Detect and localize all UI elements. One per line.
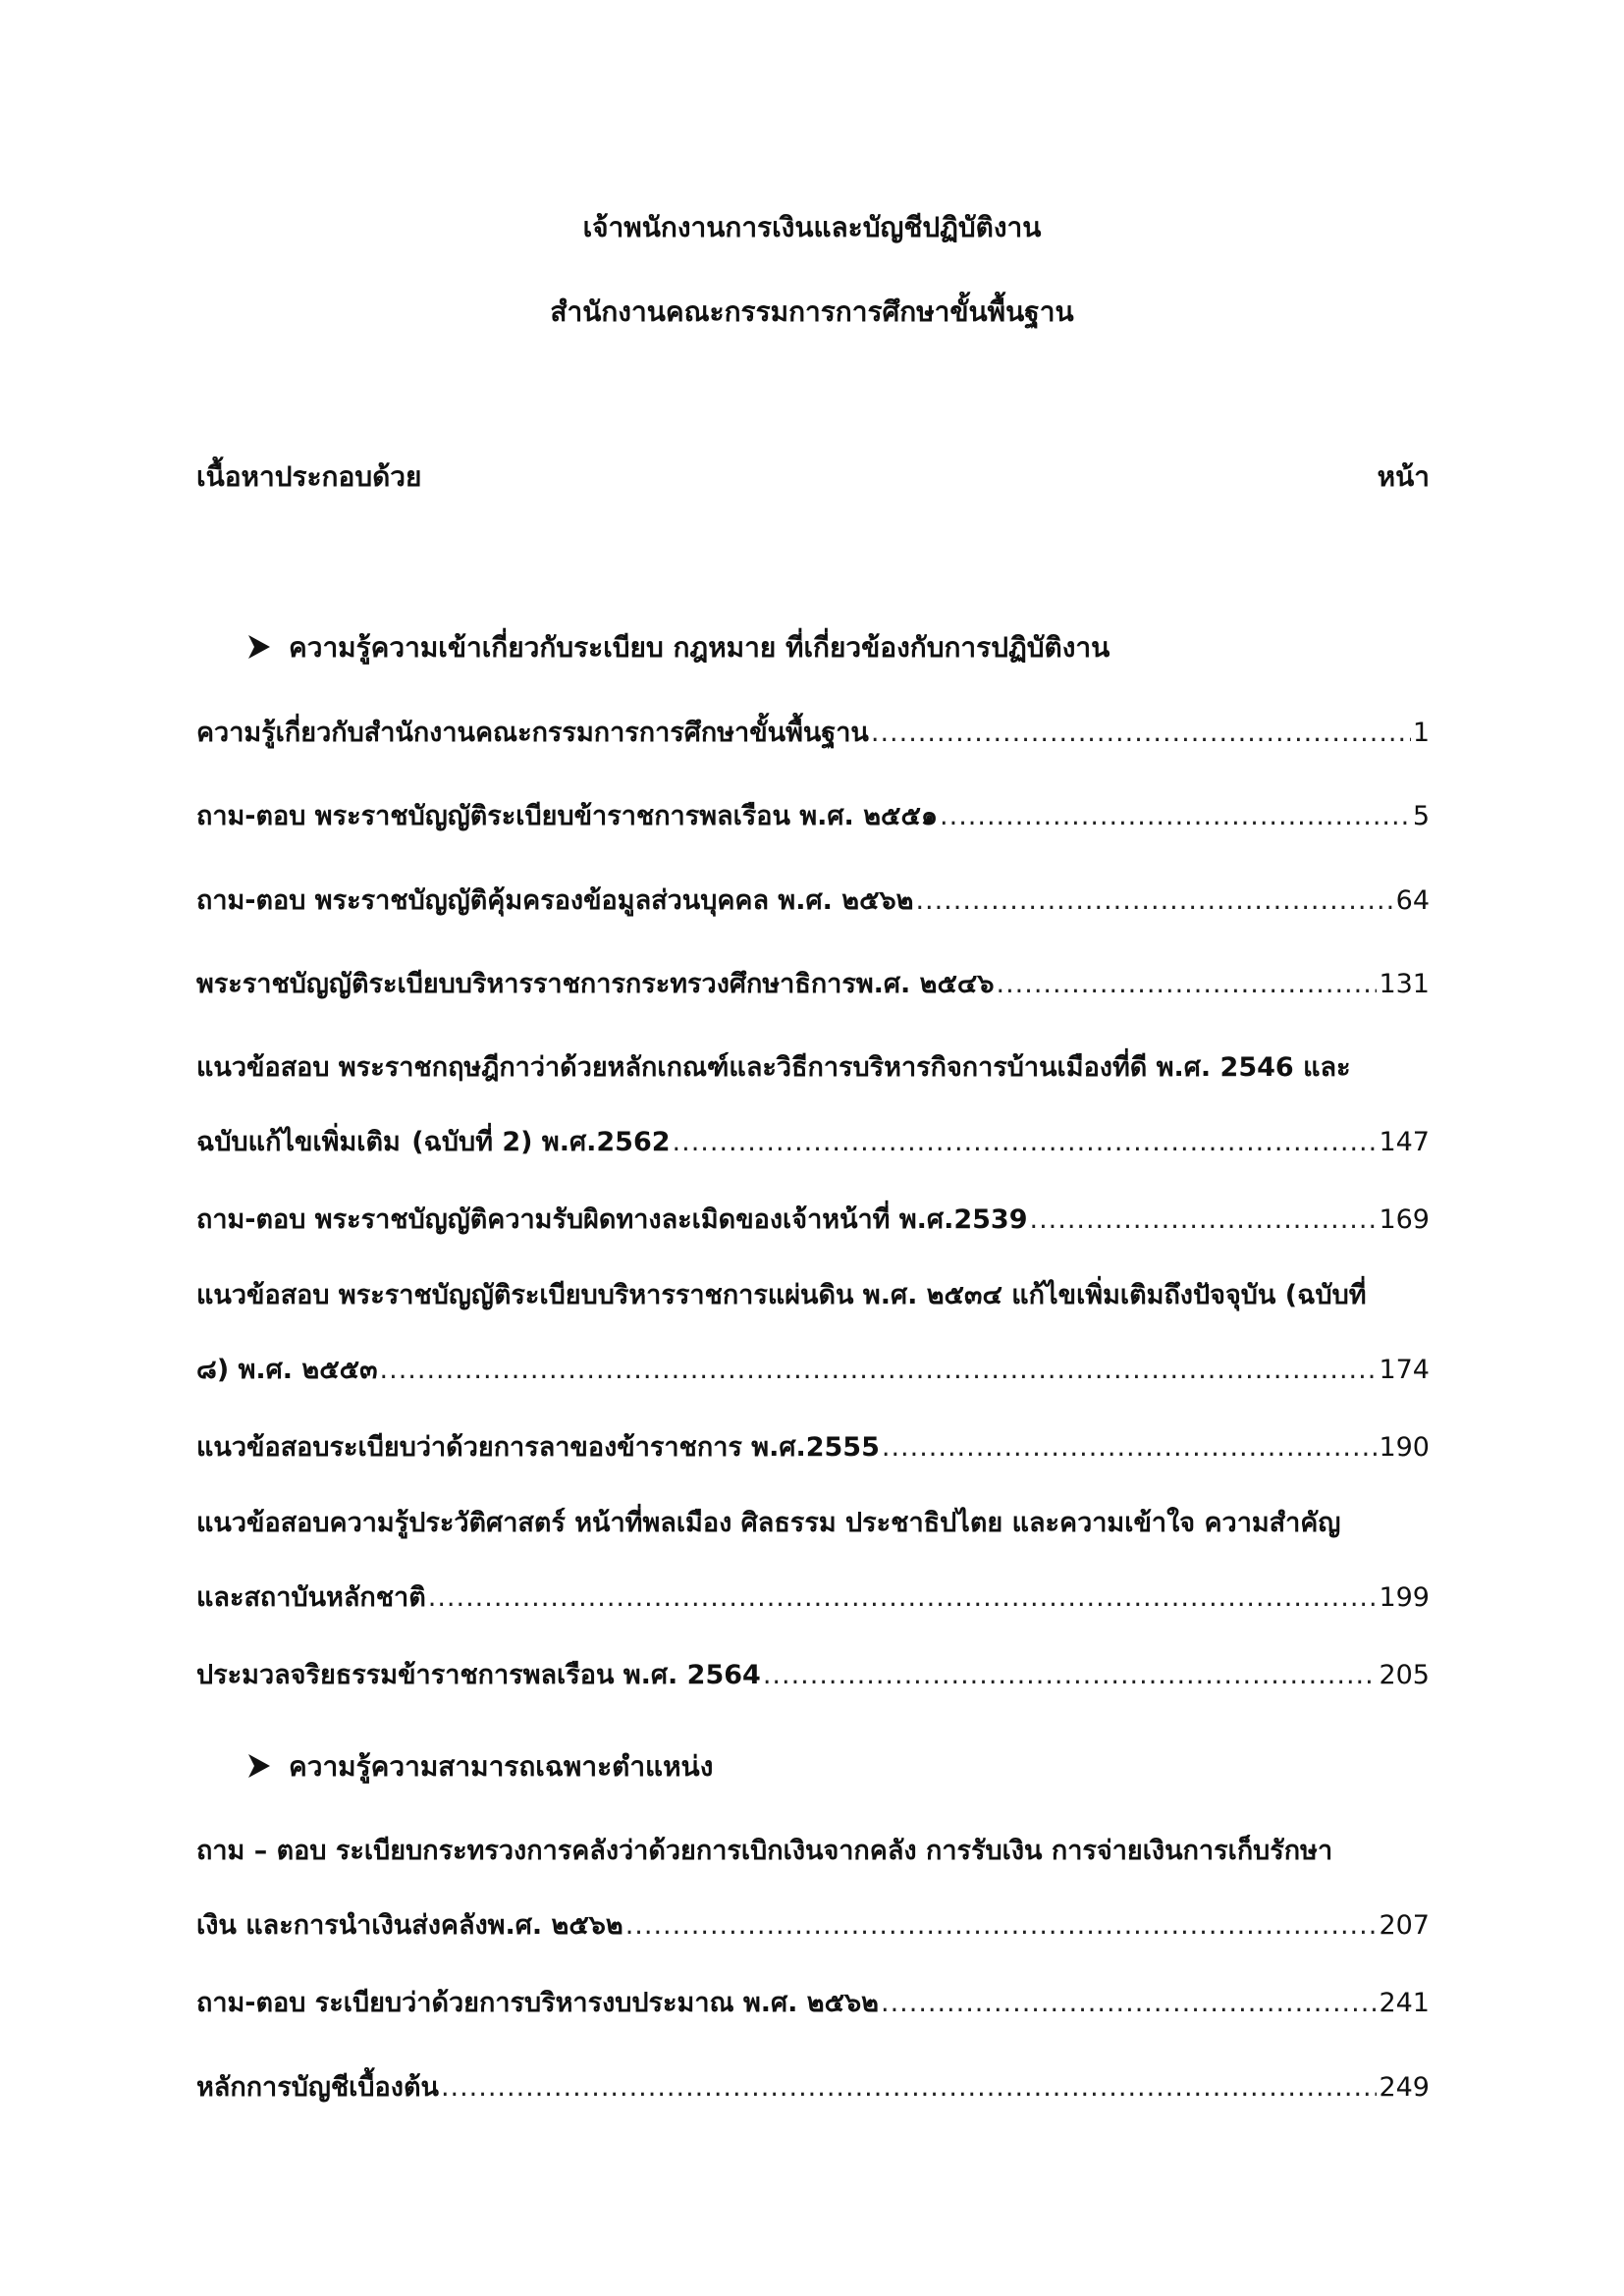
toc-entry <box>196 864 1430 938</box>
toc-entry-page: 1 <box>1412 718 1430 748</box>
toc-entry-title: ฉบับแก้ไขเพิ่มเติม <box>196 1127 401 1157</box>
toc-entry-page: 241 <box>1379 1988 1430 2018</box>
dot-leader <box>380 1333 1378 1408</box>
toc-entry <box>196 1258 1430 1408</box>
toc-entry-line <box>196 1105 1430 1180</box>
toc-entry-line: แนวข้อสอบความรู้ประวัติศาสตร์ หน้าที่พลเมือง ศิลธรรม ประชาธิปไตย และความเข้าใจ ความสำคัญ <box>196 1508 1341 1538</box>
dot-leader <box>915 864 1393 938</box>
toc-entry-title: หลักการบัญชีเบื้องต้น <box>196 2072 439 2103</box>
toc-entry-title: ประมวลจริยธรรมข้าราชการพลเรือน พ.ศ. 2564 <box>196 1660 761 1690</box>
contents-label: เนื้อหาประกอบด้วย <box>196 460 422 493</box>
toc-entry-line <box>196 1411 1430 1485</box>
dot-leader <box>763 1638 1378 1713</box>
toc-entry-title: ถาม-ตอบ ระเบียบว่าด้วยการบริหารงบประมาณ พ.ศ. ๒๕๖๒ <box>196 1988 879 2018</box>
toc-entry-title: ถาม-ตอบ พระราชบัญญัติความรับผิดทางละเมิดของเจ้าหน้าที่ พ.ศ.2539 <box>196 1204 1028 1235</box>
dot-leader <box>871 696 1411 771</box>
toc-entry-line <box>196 1966 1430 2041</box>
dot-leader <box>997 947 1378 1022</box>
dot-leader <box>428 1561 1378 1635</box>
toc-entry-line: แนวข้อสอบ พระราชกฤษฎีกาว่าด้วยหลักเกณฑ์และวิธีการบริหารกิจการบ้านเมืองที่ดี พ.ศ. 2546 และ <box>196 1052 1351 1083</box>
section-heading-text: ความรู้ความเข้าเกี่ยวกับระเบียบ กฎหมาย ที่เกี่ยวข้องกับการปฏิบัติงาน <box>289 631 1110 664</box>
section-heading-1 <box>247 628 1110 667</box>
toc-entry-title: และสถาบันหลักชาติ <box>196 1582 426 1613</box>
toc-entry-page: 64 <box>1395 885 1430 916</box>
dot-leader <box>673 1105 1378 1180</box>
toc-entry-page: 5 <box>1412 801 1430 831</box>
toc-entry-title: แนวข้อสอบระเบียบว่าด้วยการลาของข้าราชการ พ.ศ.2555 <box>196 1432 880 1463</box>
toc-entry-line <box>196 1333 1430 1408</box>
arrow-bullet-icon <box>247 1753 271 1779</box>
toc-entry-page: 207 <box>1379 1910 1430 1941</box>
toc-entry-line <box>196 1638 1430 1713</box>
toc-entry-page: 147 <box>1379 1127 1430 1157</box>
dot-leader <box>625 1889 1378 1963</box>
toc-entry-line <box>196 864 1430 938</box>
toc-entry-line: ถาม – ตอบ ระเบียบกระทรวงการคลังว่าด้วยการเบิกเงินจากคลัง การรับเงิน การจ่ายเงินการเก็บรักษา <box>196 1836 1333 1866</box>
page-column-label: หน้า <box>1377 460 1430 493</box>
toc-entry-title: ๘) พ.ศ. ๒๕๕๓ <box>196 1355 378 1385</box>
toc-entry-title: พระราชบัญญัติระเบียบบริหารราชการกระทรวงศึกษาธิการพ.ศ. ๒๕๔๖ <box>196 969 995 999</box>
toc-entry <box>196 2051 1430 2125</box>
toc-entry <box>196 1031 1430 1180</box>
toc-entry-line <box>196 1561 1430 1635</box>
toc-entry-line <box>196 696 1430 771</box>
toc-entry-line <box>196 1183 1430 1257</box>
toc-entry <box>196 1411 1430 1485</box>
toc-entry <box>196 1814 1430 1963</box>
toc-entry-page: 174 <box>1379 1355 1430 1385</box>
document-title-line-2: สำนักงานคณะกรรมการการศึกษาขั้นพื้นฐาน <box>550 295 1074 328</box>
section-heading-2 <box>247 1747 713 1787</box>
toc-entry <box>196 947 1430 1022</box>
toc-entry <box>196 1183 1430 1257</box>
dot-leader <box>882 1411 1378 1485</box>
toc-entry-page: 169 <box>1379 1204 1430 1235</box>
arrow-bullet-icon <box>247 634 271 660</box>
section-heading-text: ความรู้ความสามารถเฉพาะตำแหน่ง <box>289 1750 714 1783</box>
toc-entry-line: แนวข้อสอบ พระราชบัญญัติระเบียบบริหารราชการแผ่นดิน พ.ศ. ๒๕๓๔ แก้ไขเพิ่มเติมถึงปัจจุบัน (ฉบับที่ <box>196 1280 1367 1310</box>
toc-entry-line <box>196 2051 1430 2125</box>
dot-leader <box>441 2051 1378 2125</box>
toc-entry-line <box>196 947 1430 1022</box>
dot-leader <box>1029 1183 1377 1257</box>
toc-entry <box>196 1486 1430 1635</box>
toc-entry-page: 205 <box>1379 1660 1430 1690</box>
document-title-line-1: เจ้าพนักงานการเงินและบัญชีปฏิบัติงาน <box>582 211 1042 243</box>
toc-entry-title: ถาม-ตอบ พระราชบัญญัติคุ้มครองข้อมูลส่วนบุคคล พ.ศ. ๒๕๖๒ <box>196 885 914 916</box>
toc-entry-page: 190 <box>1379 1432 1430 1463</box>
toc-entry-page: 131 <box>1379 969 1430 999</box>
toc-entry <box>196 696 1430 771</box>
toc-entry-title: เงิน และการนำเงินส่งคลังพ.ศ. ๒๕๖๒ <box>196 1910 623 1941</box>
toc-entry-page: 249 <box>1379 2072 1430 2103</box>
toc-entry <box>196 1966 1430 2041</box>
toc-entry-page: 199 <box>1379 1582 1430 1613</box>
toc-entry <box>196 1638 1430 1713</box>
toc-entry-line <box>196 1889 1430 1963</box>
toc-entry-title: ความรู้เกี่ยวกับสำนักงานคณะกรรมการการศึกษาขั้นพื้นฐาน <box>196 718 869 748</box>
toc-entry-title: ถาม-ตอบ พระราชบัญญัติระเบียบข้าราชการพลเรือน พ.ศ. ๒๕๕๑ <box>196 801 939 831</box>
dot-leader <box>940 779 1411 854</box>
toc-entry <box>196 779 1430 854</box>
dot-leader <box>881 1966 1377 2041</box>
toc-entry-title: (ฉบับที่ 2) พ.ศ.2562 <box>411 1127 671 1157</box>
toc-entry-line <box>196 779 1430 854</box>
